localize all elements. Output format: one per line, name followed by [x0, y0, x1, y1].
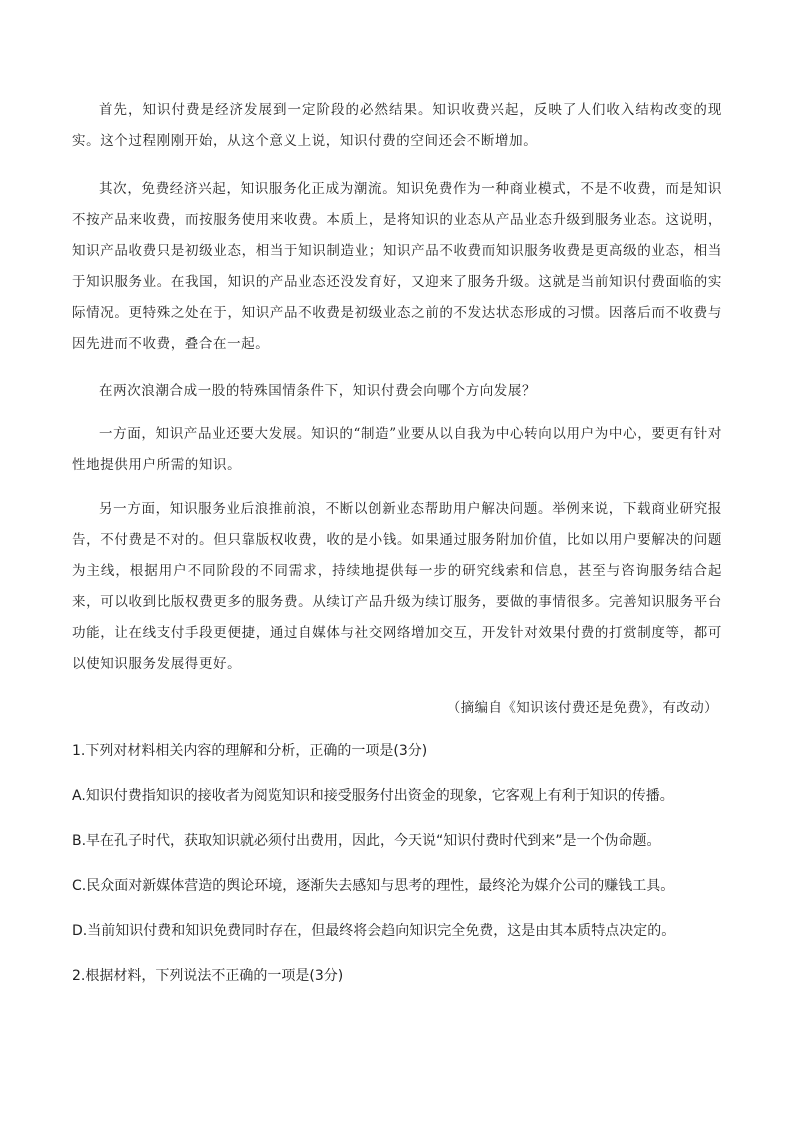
option-c: C.民众面对新媒体营造的舆论环境，逐渐失去感知与思考的理性，最终沦为媒介公司的赚钱工具。: [72, 878, 675, 894]
question-2: 2.根据材料，下列说法不正确的一项是(3分): [72, 968, 344, 984]
question-1: 1.下列对材料相关内容的理解和分析，正确的一项是(3分): [72, 743, 428, 759]
option-d: D.当前知识付费和知识免费同时存在，但最终将会趋向知识完全免费，这是由其本质特点决定的。: [72, 923, 676, 939]
option-b: B.早在孔子时代，获取知识就必须付出费用，因此，今天说“知识付费时代到来”是一个伪命题。: [72, 833, 661, 849]
article-paragraph: 首先，知识付费是经济发展到一定阶段的必然结果。知识收费兴起，反映了人们收入结构改变的现实。这个过程刚刚开始，从这个意义上说，知识付费的空间还会不断增加。: [72, 102, 722, 149]
article-paragraph: 其次，免费经济兴起，知识服务化正成为潮流。知识免费作为一种商业模式，不是不收费，而是知识不按产品来收费，而按服务使用来收费。本质上，是将知识的业态从产品业态升级到服务业态。这说明，知识产品收费只是初级业态，相当于知识制造业；知识产品不收费而知识服务收费是更高级的业态，相当于知识服务业。在我国，知识的产品业态还没发育好，又迎来了服务升级。这就是当前知识付费面临的实际情况。更特殊之处在于，知识产品不收费是初级业态之前的不发达状态形成的习惯。因落后而不收费与因先进而不收费，叠合在一起。: [72, 181, 722, 352]
article-paragraph: 一方面，知识产品业还要大发展。知识的“制造”业要从以自我为中心转向以用户为中心，要更有针对性地提供用户所需的知识。: [72, 426, 722, 473]
article-paragraph: 在两次浪潮合成一股的特殊国情条件下，知识付费会向哪个方向发展？: [99, 383, 537, 399]
article-paragraph: 另一方面，知识服务业后浪推前浪，不断以创新业态帮助用户解决问题。举例来说，下载商业研究报告，不付费是不对的。但只靠版权收费，收的是小钱。如果通过服务附加价值，比如以用户要解决的问题为主线，根据用户不同阶段的不同需求，持续地提供每一步的研究线索和信息，甚至与咨询服务结合起来，可以收到比版权费更多的服务费。从续订产品升级为续订服务，要做的事情很多。完善知识服务平台功能，让在线支付手段更便捷，通过自媒体与社交网络增加交互，开发针对效果付费的打赏制度等，都可以使知识服务发展得更好。: [72, 501, 722, 672]
option-a: A.知识付费指知识的接收者为阅览知识和接受服务付出资金的现象，它客观上有利于知识的传播。: [72, 788, 674, 804]
article-source: （摘编自《知识该付费还是免费》，有改动）: [446, 700, 718, 716]
